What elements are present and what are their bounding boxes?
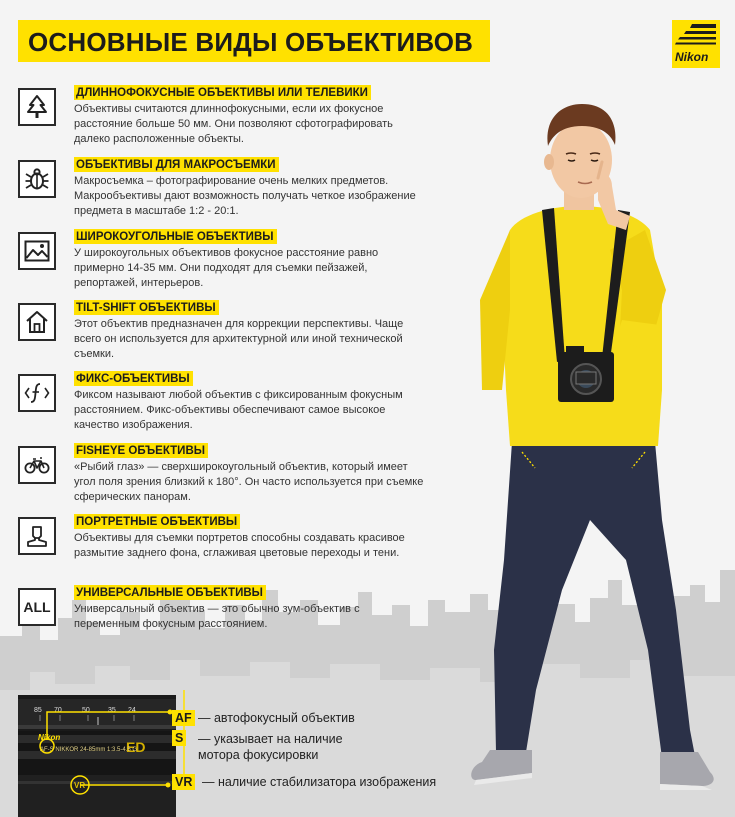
lens-heading: TILT-SHIFT ОБЪЕКТИВЫ xyxy=(74,300,219,315)
lens-scale-70: 70 xyxy=(54,707,62,714)
page-title: ОСНОВНЫЕ ВИДЫ ОБЪЕКТИВОВ xyxy=(28,27,474,57)
photographer-illustration xyxy=(440,90,730,817)
lens-description: Фиксом называют любой объектив с фиксированным фокусным расстоянием. Фикс-объективы обеспечивают самое высокое качество изображения. xyxy=(74,389,403,431)
logo-wordmark: Nikon xyxy=(675,50,709,64)
lens-description: Универсальный объектив — это обычно зум-объектив с переменным фокусным расстоянием. xyxy=(74,603,360,630)
lens-scale-50: 50 xyxy=(82,707,90,714)
lens-description: Этот объектив предназначен для коррекции перспективы. Чаще всего он используется для архитектурной или иной технической съемки. xyxy=(74,318,404,360)
lens-model-text: AF-S NIKKOR 24-85mm 1:3.5-4.5 G xyxy=(40,747,138,753)
lens-heading: ПОРТРЕТНЫЕ ОБЪЕКТИВЫ xyxy=(74,514,240,529)
lens-heading: ОБЪЕКТИВЫ ДЛЯ МАКРОСЪЕМКИ xyxy=(74,157,279,172)
lens-heading: ШИРОКОУГОЛЬНЫЕ ОБЪЕКТИВЫ xyxy=(74,229,277,244)
lens-scale-85: 85 xyxy=(34,707,42,714)
lens-scale-35: 35 xyxy=(108,707,116,714)
all-icon-label: ALL xyxy=(23,599,51,615)
lens-description: Объективы для съемки портретов способны создавать красивое размытие заднего фона, сглаживая цветовые переходы и тени. xyxy=(74,532,405,559)
lens-description: «Рыбий глаз» — сверхширокоугольный объектив, который имеет угол поля зрения близкий к 180°. Он часто используется при съемке сферических панорам. xyxy=(74,461,424,503)
legend-text-vr: — наличие стабилизатора изображения xyxy=(202,775,437,789)
lens-heading: ФИКС-ОБЪЕКТИВЫ xyxy=(74,371,193,386)
legend-text-s: — указывает на наличие мотора фокусировки xyxy=(198,732,343,762)
legend-tag-s: S xyxy=(172,730,186,746)
lens-heading: FISHEYE ОБЪЕКТИВЫ xyxy=(74,443,208,458)
lens-brand: Nikon xyxy=(38,733,61,742)
lens-description: Макросъемка – фотографирование очень мелких предметов. Макрообъективы дают возможность получать четкое изображение предмета в масштабе 1:2 - 20:1. xyxy=(74,175,416,217)
lens-description: У широкоугольных объективов фокусное расстояние равно примерно 14-35 мм. Они подходят для съемки пейзажей, репортажей, интерьеров. xyxy=(74,247,379,289)
lens-scale-24: 24 xyxy=(128,707,136,714)
lens-vr-mark: VR xyxy=(74,781,86,790)
legend-tag-af: AF xyxy=(172,710,195,726)
lens-heading: ДЛИННОФОКУСНЫЕ ОБЪЕКТИВЫ ИЛИ ТЕЛЕВИКИ xyxy=(74,85,371,100)
legend-tag-vr: VR xyxy=(172,774,195,790)
legend-text-af: — автофокусный объектив xyxy=(198,711,355,725)
lens-ed-mark: ED xyxy=(126,739,146,755)
lens-heading: УНИВЕРСАЛЬНЫЕ ОБЪЕКТИВЫ xyxy=(74,585,266,600)
lens-description: Объективы считаются длиннофокусными, если их фокусное расстояние больше 50 мм. Они позволяют сфотографировать далеко расположенные объекты. xyxy=(74,103,393,145)
